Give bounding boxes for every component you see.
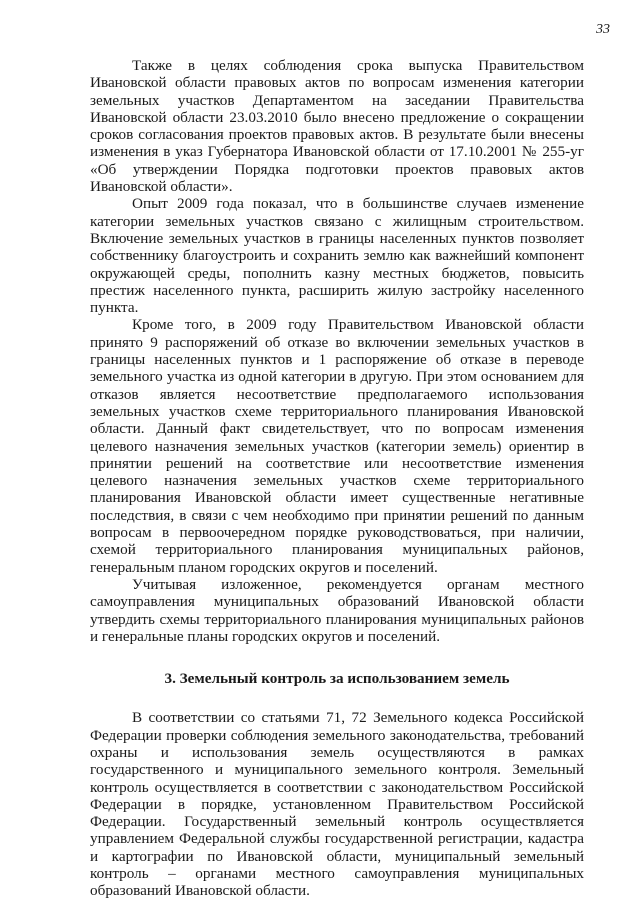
paragraph-land-control: В соответствии со статьями 71, 72 Земельного кодекса Российской Федерации проверки соблюдения земельного законодательства, требований охраны и использования земель осуществляются в рамках государственного и муниципального земельного контроля. Земельный контроль осуществляется в соответствии с законодательством Российской Федерации в порядке, установленном Правительством Российской Федерации. Государственный земельный контроль осуществляется управлением Федеральной службы государственной регистрации, кадастра и картографии по Ивановской области, муниципальный земельный контроль – органами местного самоуправления муниципальных образований Ивановской области. — [90, 709, 584, 900]
page-number: 33 — [596, 22, 610, 37]
section-heading: 3. Земельный контроль за использованием земель — [164, 670, 510, 688]
paragraph-recommendation: Учитывая изложенное, рекомендуется органам местного самоуправления муниципальных образований Ивановской области утвердить схемы территориального планирования муниципальных районов и генеральные планы городских округов и поселений. — [90, 575, 584, 645]
paragraph-deadline-amendments: Также в целях соблюдения срока выпуска Правительством Ивановской области правовых актов по вопросам изменения категории земельных участков Департаментом на заседании Правительства Ивановской области 23.03.2010 было внесено предложение о сокращении сроков согласования проектов правовых актов. В результате были внесены изменения в указ Губернатора Ивановской области от 17.10.2001 № 255-уг «Об утверждении Порядка подготовки проектов правовых актов Ивановской области». — [90, 57, 584, 196]
paragraph-refusals: Кроме того, в 2009 году Правительством Ивановской области принято 9 распоряжений об отказе во включении земельных участков в границы населенных пунктов и 1 распоряжение об отказе в переводе земельного участка из одной категории в другую. При этом основанием для отказов является несоответствие предполагаемого использования земельных участков схеме территориального планирования Ивановской области. Данный факт свидетельствует, что по вопросам изменения целевого назначения земельных участков (категории земель) ориентир в принятии решений на соответствие или несоответствие изменения целевого назначения земельных участков схеме территориального планирования Ивановской области имеет существенные негативные последствия, в связи с чем необходимо при принятии решений по данным вопросам в первоочередном порядке руководствоваться, при наличии, схемой территориального планирования муниципальных районов, генеральным планом городских округов и поселений. — [90, 316, 584, 576]
paragraph-experience-2009: Опыт 2009 года показал, что в большинстве случаев изменение категории земельных участков связано с жилищным строительством. Включение земельных участков в границы населенных пунктов позволяет собственнику благоустроить и сохранить землю как важнейший компонент окружающей среды, пополнить казну местных бюджетов, повысить престиж населенного пункта, расширить жилую застройку населенного пункта. — [90, 195, 584, 317]
document-body — [90, 57, 584, 900]
